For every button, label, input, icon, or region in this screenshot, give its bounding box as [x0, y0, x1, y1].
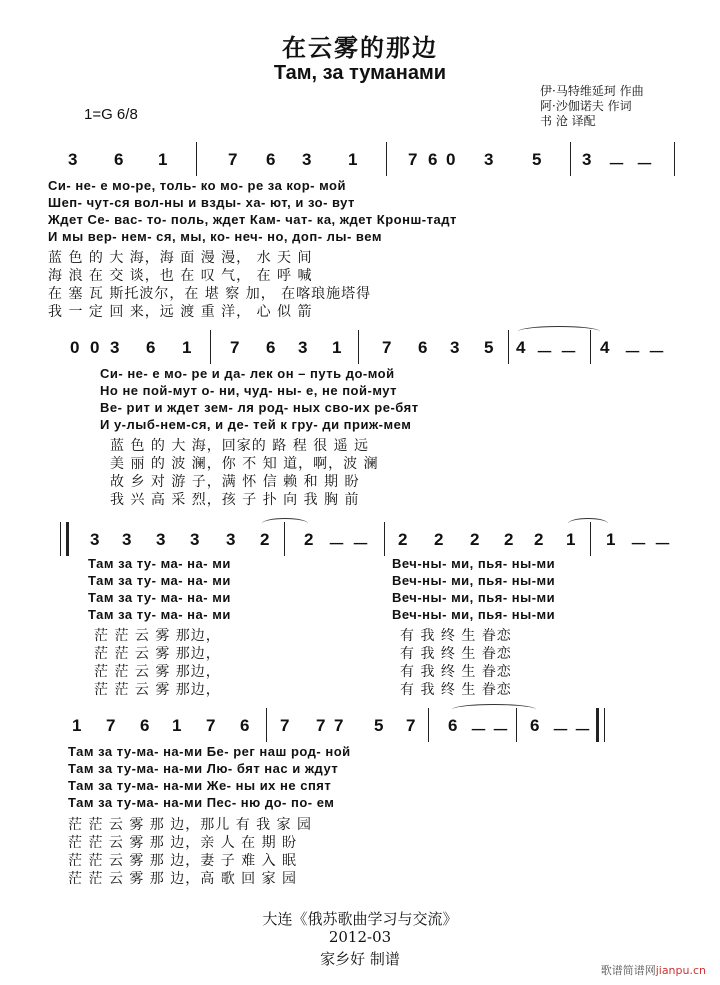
dash: －: [536, 343, 553, 362]
note: 2: [304, 530, 314, 549]
note: 2: [398, 530, 408, 549]
note: 3: [298, 338, 308, 357]
note: 6: [418, 338, 428, 357]
note: 3: [302, 150, 312, 169]
note: 5: [532, 150, 542, 169]
note: 7: [280, 716, 290, 735]
dash: －: [470, 721, 487, 740]
note: 3: [110, 338, 120, 357]
lyric-line-cn: 美 丽 的 波 澜，你 不 知 道，啊，波 澜: [110, 456, 379, 472]
note: 6: [428, 150, 438, 169]
lyric-line-ru: Но не пой-мут о- ни, чуд- ны- е, не пой-мут: [100, 383, 398, 398]
note: 5: [484, 338, 494, 357]
lyric-line-ru: Шеп- чут-ся вол-ны и взды- ха- ют, и зо- вут: [48, 195, 355, 210]
note: 4: [516, 338, 526, 357]
bar-line: [210, 330, 211, 364]
lyric-line-cn: 茫 茫 云 雾 那 边，妻 子 难 入 眠: [68, 853, 298, 869]
note: 2: [504, 530, 514, 549]
note: 1: [332, 338, 342, 357]
song-title-chinese: 在云雾的那边: [282, 33, 438, 62]
lyric-line-ru: Там за ту-ма- на-ми Лю- бят нас и ждут: [68, 761, 339, 776]
lyric-line-ru: Там за ту-ма- на-ми Бе- рег наш род- ной: [68, 744, 351, 759]
lyric-line-ru: Там за ту- ма- на- ми: [88, 573, 231, 588]
note: 0: [90, 338, 100, 357]
lyric-line-cn: 我 兴 高 采 烈，孩 子 扑 向 我 胸 前: [110, 492, 360, 508]
bar-line: [196, 142, 197, 176]
note: 7: [106, 716, 116, 735]
tie: [518, 326, 600, 337]
note: 1: [182, 338, 192, 357]
bar-line: [284, 522, 285, 556]
note: 7: [334, 716, 344, 735]
lyric-line-cn: 茫 茫 云 雾 那 边，亲 人 在 期 盼: [68, 835, 298, 851]
lyric-line-ru: И у-лыб-нем-ся, и де- тей к гру- ди приж-мем: [100, 417, 412, 432]
note: 3: [122, 530, 132, 549]
lyric-line-cn: 有 我 终 生 眷恋: [400, 682, 512, 698]
footer-arranger: 家乡好 制谱: [320, 950, 400, 968]
bar-line: [590, 522, 591, 556]
lyric-line-ru: Веч-ны- ми, пья- ны-ми: [392, 607, 556, 622]
lyric-line-ru: Ве- рит и ждет зем- ля род- ных сво-их ре-бят: [100, 400, 419, 415]
lyric-line-cn: 蓝 色 的 大 海，回家的 路 程 很 遥 远: [110, 438, 370, 454]
lyric-line-cn: 有 我 终 生 眷恋: [400, 628, 512, 644]
composer-credit: 伊·马特维延珂 作曲: [540, 84, 644, 98]
note: 7: [230, 338, 240, 357]
dash: －: [492, 721, 509, 740]
lyric-line-cn: 有 我 终 生 眷恋: [400, 664, 512, 680]
tie: [452, 704, 536, 715]
lyric-line-cn: 在 塞 瓦 斯托波尔，在 堪 察 加， 在喀琅施塔得: [48, 286, 372, 302]
dash: －: [574, 721, 591, 740]
lyric-line-cn: 海 浪 在 交 谈，也 在 叹 气， 在 呼 喊: [48, 268, 313, 284]
note: 1: [172, 716, 182, 735]
staff-4-notes: [68, 716, 698, 742]
lyric-line-cn: 茫 茫 云 雾 那边，: [94, 664, 221, 680]
note: 1: [566, 530, 576, 549]
note: 1: [72, 716, 82, 735]
dash: －: [654, 535, 671, 554]
note: 3: [582, 150, 592, 169]
bar-line: [428, 708, 429, 742]
translator-credit: 书 沧 译配: [540, 114, 596, 128]
dash: －: [352, 535, 369, 554]
note: 2: [470, 530, 480, 549]
lyric-line-ru: Там за ту- ма- на- ми: [88, 607, 231, 622]
bar-line: [266, 708, 267, 742]
lyric-line-ru: Си- не- е мо- ре и да- лек он – путь до-мой: [100, 366, 395, 381]
lyric-line-ru: Веч-ны- ми, пья- ны-ми: [392, 590, 556, 605]
bar-line: [386, 142, 387, 176]
lyric-line-cn: 茫 茫 云 雾 那 边，那儿 有 我 家 园: [68, 817, 313, 833]
note: 7: [206, 716, 216, 735]
bar-line: [674, 142, 675, 176]
note: 6: [140, 716, 150, 735]
dash: －: [608, 155, 625, 174]
lyric-line-cn: 故 乡 对 游 子，满 怀 信 赖 和 期 盼: [110, 474, 360, 490]
lyric-line-cn: 我 一 定 回 来，远 渡 重 洋， 心 似 箭: [48, 304, 313, 320]
staff-1-notes: [48, 150, 678, 176]
lyric-line-cn: 茫 茫 云 雾 那边，: [94, 682, 221, 698]
note: 6: [240, 716, 250, 735]
lyric-line-cn: 蓝 色 的 大 海，海 面 漫 漫， 水 天 间: [48, 250, 313, 266]
note: 0: [446, 150, 456, 169]
footer-source: 大连《俄苏歌曲学习与交流》: [262, 910, 458, 928]
tie: [262, 518, 308, 529]
note: 4: [600, 338, 610, 357]
song-title-russian: Там, за туманами: [273, 62, 447, 84]
footer-date: 2012-03: [328, 928, 392, 946]
dash: －: [648, 343, 665, 362]
dash: －: [328, 535, 345, 554]
staff-2-notes: [70, 338, 700, 364]
note: 5: [374, 716, 384, 735]
watermark-domain: jianpu.cn: [655, 964, 706, 977]
repeat-end: [596, 708, 605, 742]
lyric-line-cn: 茫 茫 云 雾 那边，: [94, 628, 221, 644]
note: 7: [228, 150, 238, 169]
note: 1: [606, 530, 616, 549]
lyricist-credit: 阿·沙伽诺夫 作词: [540, 99, 632, 113]
lyric-line-ru: Си- не- е мо-ре, толь- ко мо- ре за кор- мой: [48, 178, 346, 193]
lyric-line-ru: Там за ту- ма- на- ми: [88, 590, 231, 605]
dash: －: [630, 535, 647, 554]
note: 3: [68, 150, 78, 169]
bar-line: [384, 522, 385, 556]
lyric-line-cn: 有 我 终 生 眷恋: [400, 646, 512, 662]
note: 2: [534, 530, 544, 549]
note: 3: [484, 150, 494, 169]
note: 3: [226, 530, 236, 549]
bar-line: [570, 142, 571, 176]
note: 6: [530, 716, 540, 735]
watermark: [601, 962, 706, 978]
watermark-prefix: 歌谱简谱网: [600, 964, 656, 977]
staff-3-notes: [60, 530, 690, 556]
dash: －: [624, 343, 641, 362]
note: 6: [146, 338, 156, 357]
lyric-line-ru: Там за ту-ма- на-ми Пес- ню до- по- ем: [68, 795, 335, 810]
note: 3: [190, 530, 200, 549]
note: 1: [158, 150, 168, 169]
lyric-line-ru: Веч-ны- ми, пья- ны-ми: [392, 573, 556, 588]
note: 2: [260, 530, 270, 549]
note: 3: [450, 338, 460, 357]
lyric-line-ru: Веч-ны- ми, пья- ны-ми: [392, 556, 556, 571]
note: 3: [156, 530, 166, 549]
note: 7: [316, 716, 326, 735]
note: 6: [114, 150, 124, 169]
lyric-line-ru: Там за ту-ма- на-ми Же- ны их не спят: [68, 778, 332, 793]
lyric-line-ru: Там за ту- ма- на- ми: [88, 556, 231, 571]
repeat-start: [60, 522, 69, 556]
note: 7: [382, 338, 392, 357]
note: 6: [266, 338, 276, 357]
lyric-line-ru: Ждет Се- вас- то- поль, ждет Кам- чат- ка, ждет Кронш-тадт: [48, 212, 457, 227]
note: 7: [406, 716, 416, 735]
bar-line: [508, 330, 509, 364]
tie: [568, 518, 608, 529]
dash: －: [560, 343, 577, 362]
note: 6: [266, 150, 276, 169]
dash: －: [552, 721, 569, 740]
note: 3: [90, 530, 100, 549]
dash: －: [636, 155, 653, 174]
note: 6: [448, 716, 458, 735]
credits: [540, 84, 644, 129]
note: 7: [408, 150, 418, 169]
lyric-line-cn: 茫 茫 云 雾 那 边，高 歌 回 家 园: [68, 871, 298, 887]
note: 2: [434, 530, 444, 549]
note: 0: [70, 338, 80, 357]
key-signature: 1=G 6/8: [84, 106, 138, 123]
lyric-line-cn: 茫 茫 云 雾 那边，: [94, 646, 221, 662]
lyric-line-ru: И мы вер- нем- ся, мы, ко- неч- но, доп- лы- вем: [48, 229, 382, 244]
bar-line: [358, 330, 359, 364]
note: 1: [348, 150, 358, 169]
